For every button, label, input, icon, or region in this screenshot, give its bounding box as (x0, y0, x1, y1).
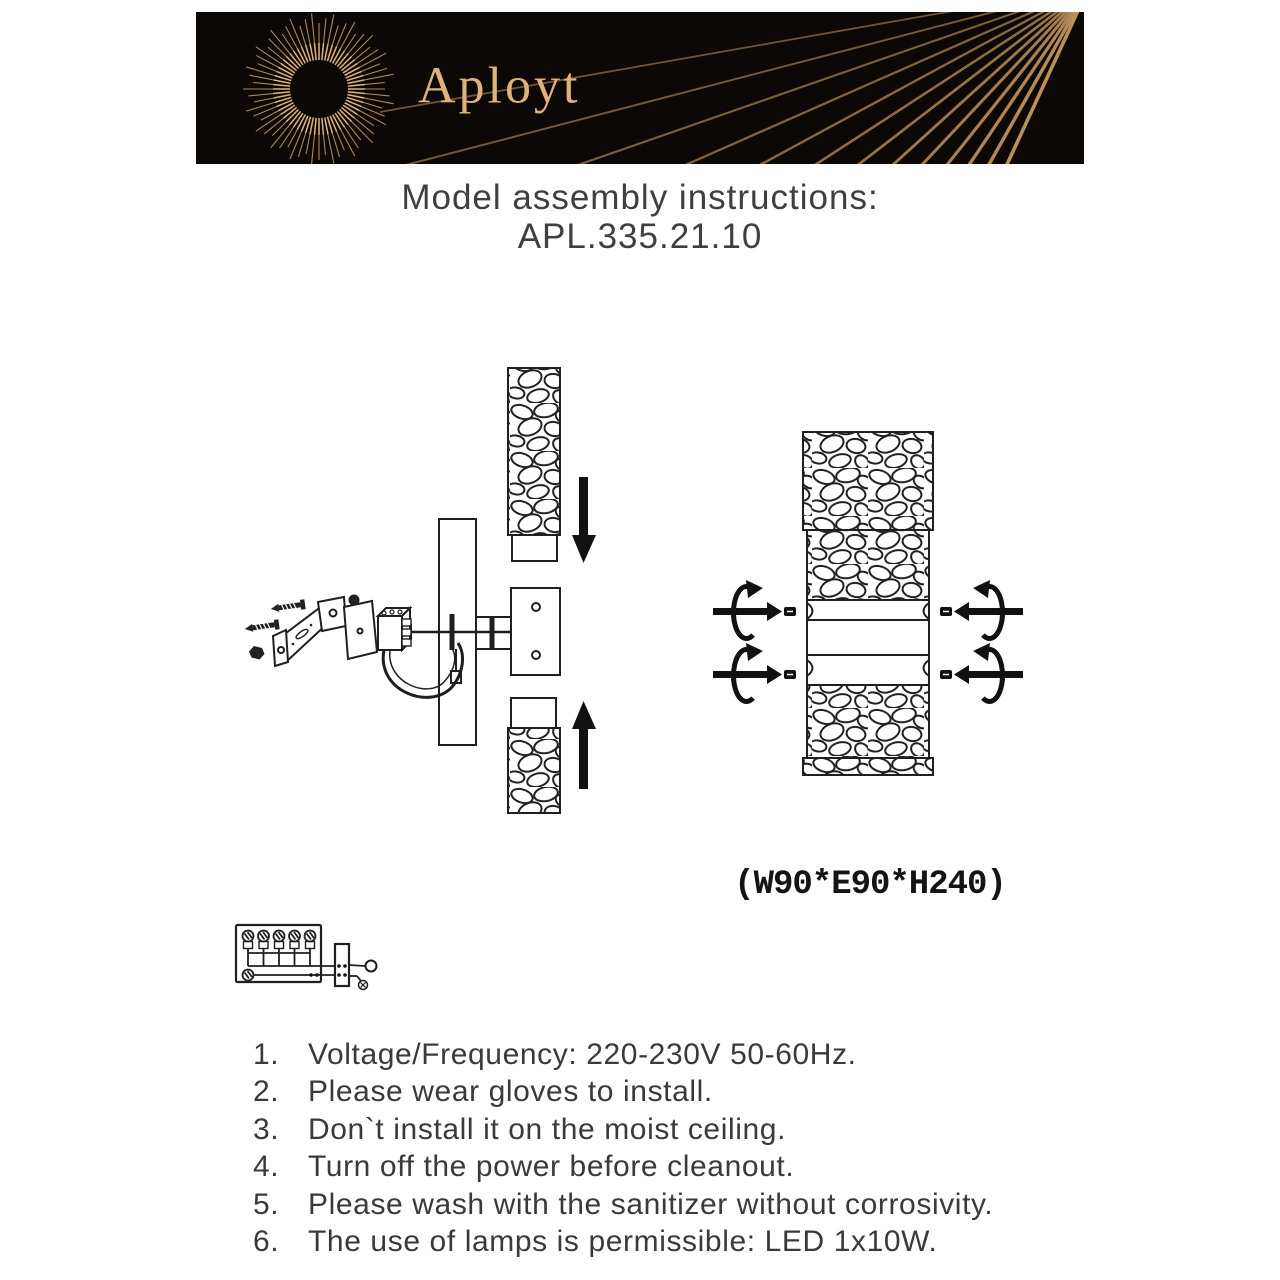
instruction-number: 3. (253, 1112, 280, 1146)
instruction-item (253, 1111, 993, 1148)
instruction-item (253, 1036, 993, 1073)
mounting-screw-icon (270, 599, 306, 614)
page-title: Model assembly instructions: (401, 178, 879, 217)
instruction-text: Please wash with the sanitizer without corrosivity. (308, 1187, 994, 1221)
instruction-text: Voltage/Frequency: 220-230V 50-60Hz. (308, 1038, 857, 1071)
banner-decoration (196, 12, 1084, 164)
terminal-screws (243, 931, 316, 949)
instruction-item (253, 1223, 993, 1260)
exploded-view-diagram (230, 355, 630, 855)
instruction-item (253, 1148, 993, 1185)
wiring-diagram (228, 920, 398, 1025)
center-band (807, 600, 929, 685)
brand-banner (196, 12, 1084, 164)
sunburst-logo-icon (243, 13, 394, 164)
upper-glass-outer (803, 432, 933, 530)
title-block (0, 178, 1280, 256)
bottom-shade-collar (511, 698, 556, 728)
instruction-number: 5. (253, 1187, 280, 1221)
instruction-text: Please wear gloves to install. (308, 1075, 713, 1109)
instruction-item (253, 1186, 993, 1223)
led-driver (335, 944, 349, 986)
lower-glass-outer (803, 758, 933, 775)
instruction-number: 4. (253, 1150, 280, 1184)
slide-direction-arrows (572, 477, 596, 789)
terminal-block (378, 608, 411, 650)
instruction-text: Turn off the power before cleanout. (308, 1150, 795, 1184)
upper-glass-inner (807, 530, 929, 600)
instruction-number: 2. (253, 1075, 280, 1109)
instruction-number: 1. (253, 1038, 280, 1071)
top-glass-shade (508, 368, 560, 535)
instruction-number: 6. (253, 1225, 280, 1259)
mounting-screw-icon (244, 619, 280, 634)
instruction-item (253, 1073, 993, 1110)
brand-logo-text: Aployt (418, 57, 581, 115)
dimension-label: (W90*E90*H240) (734, 866, 1006, 904)
top-shade-collar (512, 535, 557, 561)
model-number: APL.335.21.10 (517, 217, 763, 256)
lamp-symbol (366, 961, 377, 972)
assembled-view-diagram (700, 420, 1040, 800)
square-plate (344, 601, 377, 659)
lower-glass-inner (807, 685, 929, 758)
instructions-list (253, 1036, 993, 1260)
instruction-text: Don`t install it on the moist ceiling. (308, 1112, 786, 1146)
anchor-nut-icon (249, 646, 265, 660)
bottom-glass-shade (508, 728, 560, 813)
instruction-text: The use of lamps is permissible: LED 1x10W. (308, 1225, 938, 1259)
plate-screw-icon (350, 596, 359, 605)
central-housing (511, 588, 560, 675)
